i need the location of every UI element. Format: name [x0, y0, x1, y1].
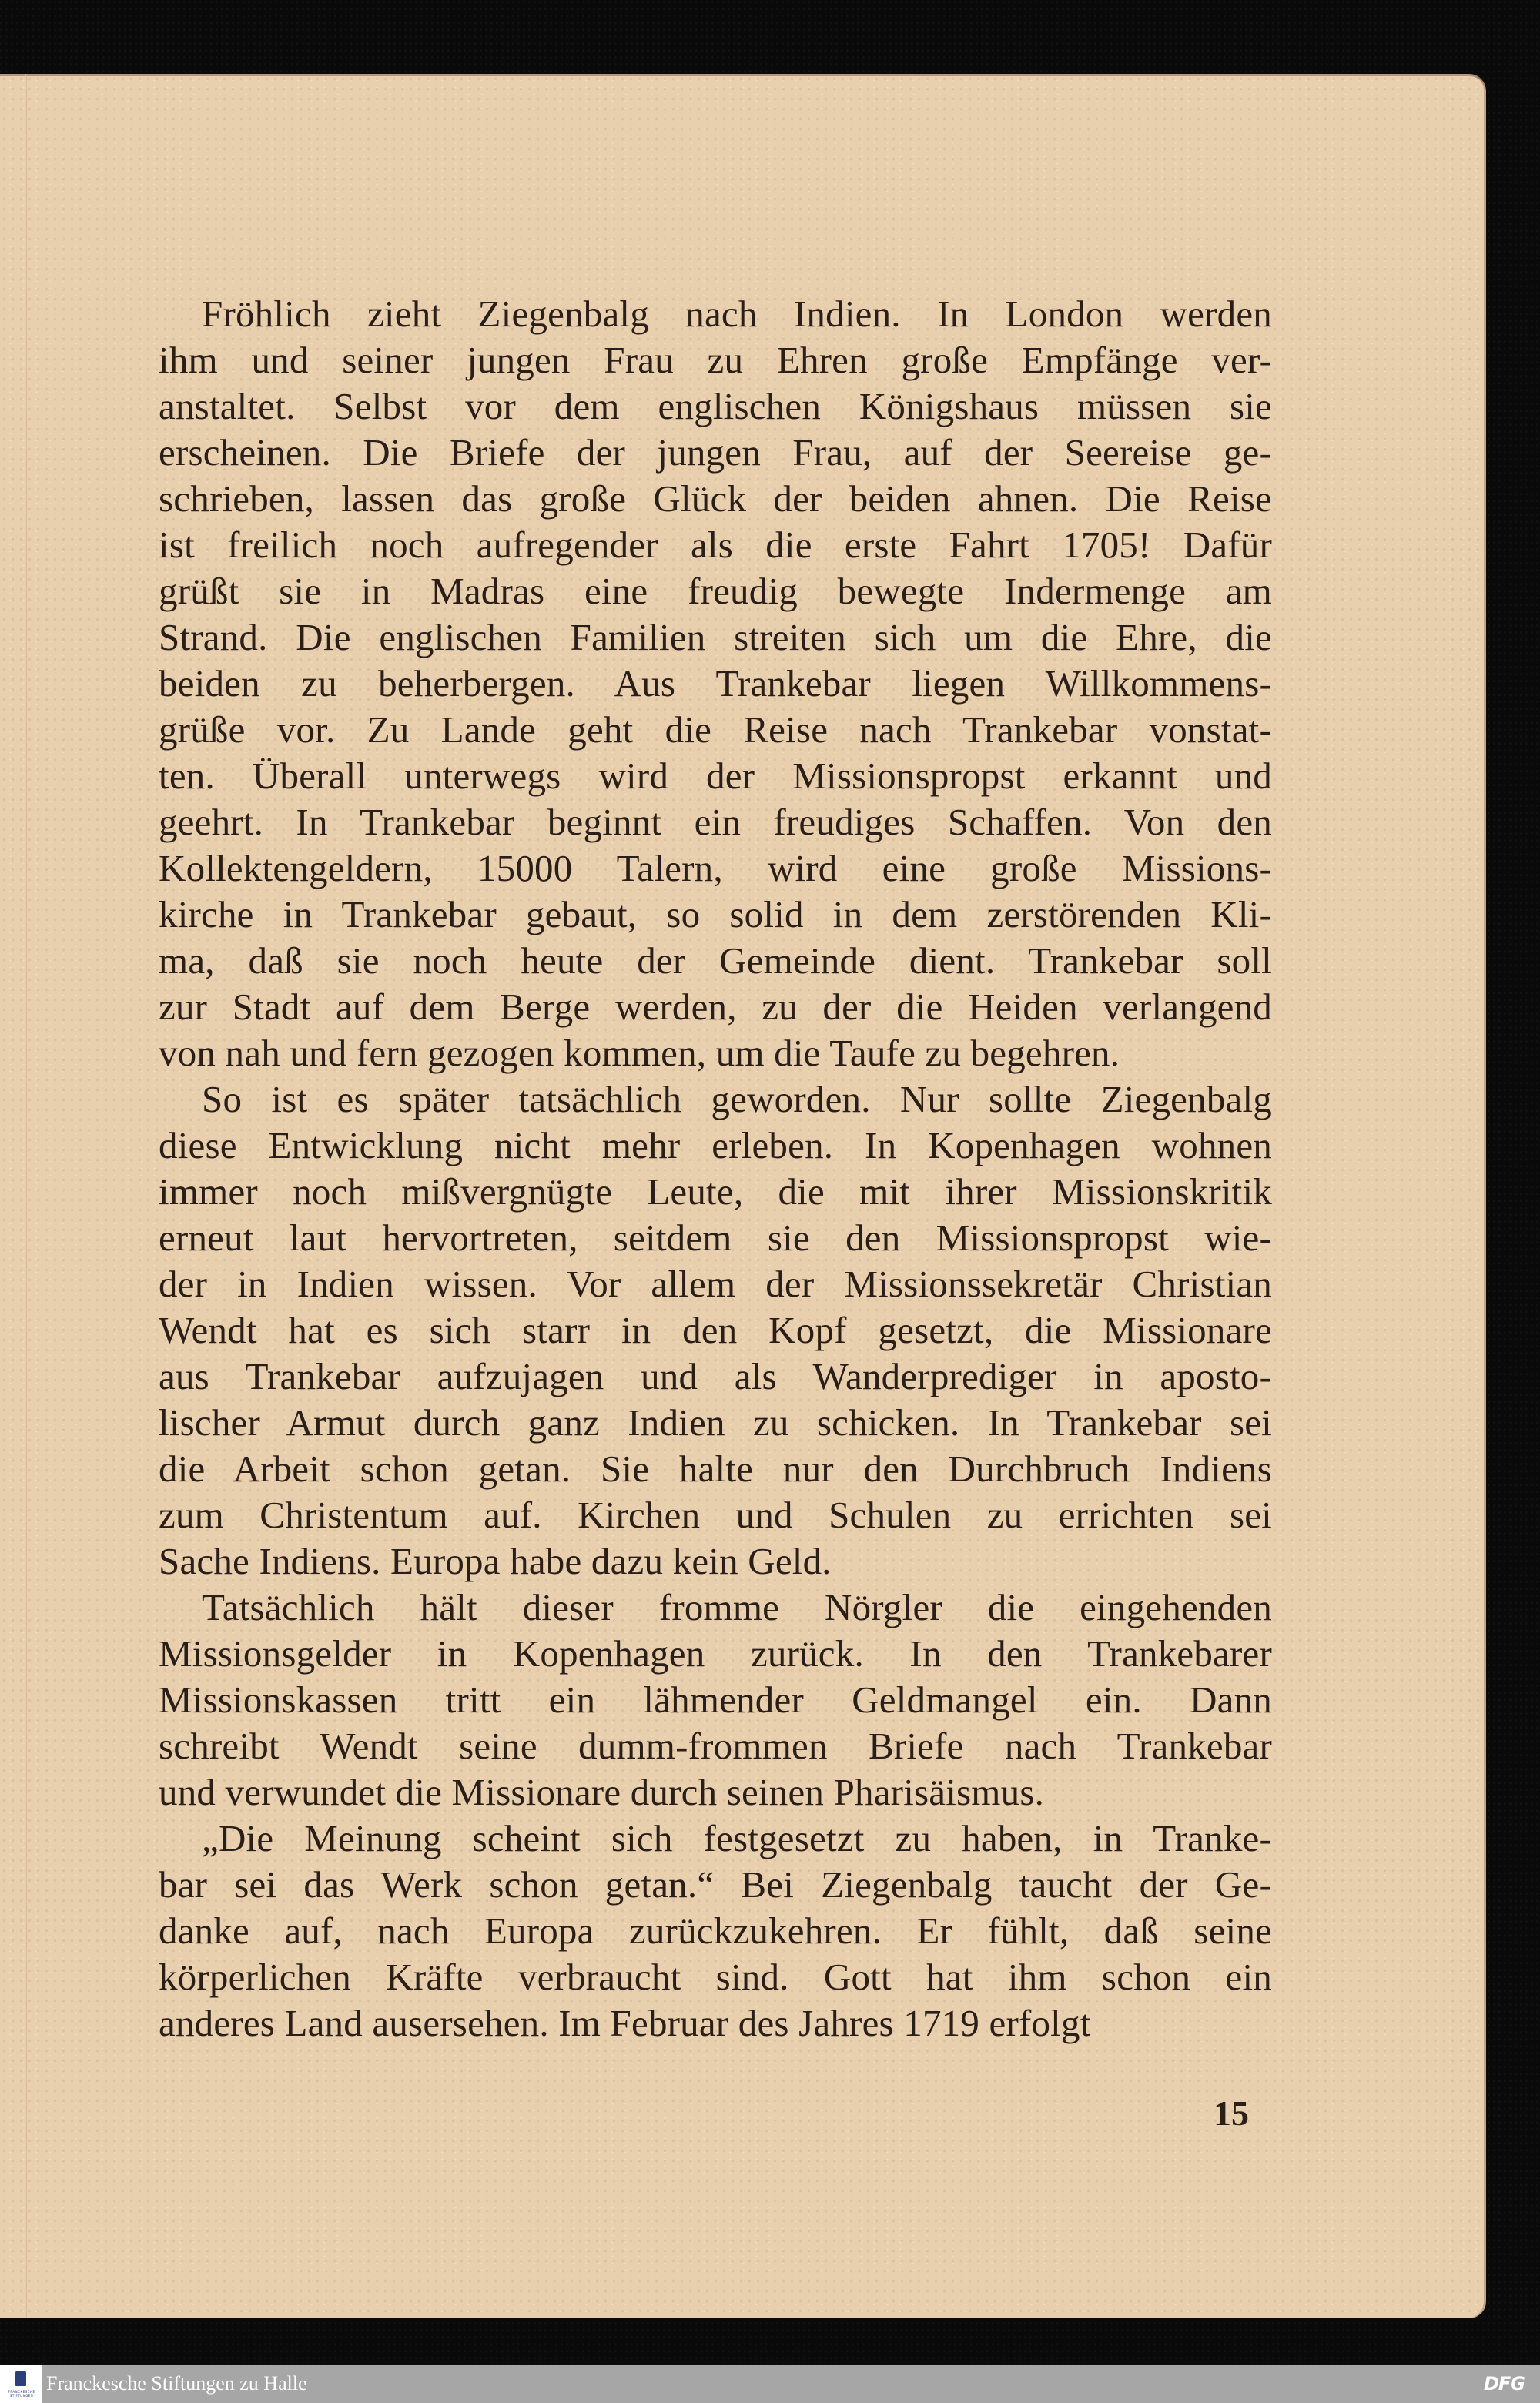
franckesche-stiftungen-logo[interactable] [0, 2365, 42, 2403]
page-number: 15 [1214, 2093, 1249, 2133]
text-line: Missionskassen tritt ein lähmender Geldmangel ein. Dann [159, 1678, 1272, 1721]
text-line: zur Stadt auf dem Berge werden, zu der die Heiden verlangend [159, 986, 1272, 1028]
text-line: ihm und seiner jungen Frau zu Ehren große Empfänge ver- [159, 339, 1272, 381]
paragraph [159, 1816, 1272, 2047]
body-text [159, 291, 1272, 2047]
text-line: anstaltet. Selbst vor dem englischen Königshaus müssen sie [159, 385, 1272, 427]
text-line: ist freilich noch aufregender als die erste Fahrt 1705! Dafür [159, 524, 1272, 566]
text-line: Kollektengeldern, 15000 Talern, wird eine große Missions- [159, 847, 1272, 889]
dfg-logo[interactable]: DFG [1483, 2373, 1525, 2395]
text-line: zum Christentum auf. Kirchen und Schulen zu errichten sei [159, 1494, 1272, 1536]
text-line: ten. Überall unterwegs wird der Missionspropst erkannt und [159, 755, 1272, 797]
text-line: lischer Armut durch ganz Indien zu schicken. In Trankebar sei [159, 1401, 1272, 1444]
text-line: Fröhlich zieht Ziegenbalg nach Indien. In London werden [202, 293, 1272, 335]
text-line: immer noch mißvergnügte Leute, die mit ihrer Missionskritik [159, 1170, 1272, 1213]
page-fold-line [25, 74, 27, 2318]
text-line: Wendt hat es sich starr in den Kopf gesetzt, die Missionare [159, 1309, 1272, 1351]
text-line: „Die Meinung scheint sich festgesetzt zu haben, in Tranke- [202, 1817, 1272, 1859]
text-line: aus Trankebar aufzujagen und als Wanderprediger in aposto- [159, 1355, 1272, 1397]
text-line: diese Entwicklung nicht mehr erleben. In Kopenhagen wohnen [159, 1124, 1272, 1166]
text-line: geehrt. In Trankebar beginnt ein freudiges Schaffen. Von den [159, 801, 1272, 843]
institution-name[interactable]: Franckesche Stiftungen zu Halle [46, 2372, 307, 2395]
text-line: anderes Land ausersehen. Im Februar des Jahres 1719 erfolgt [159, 2002, 1091, 2044]
paragraph [159, 1076, 1272, 1585]
text-line: grüße vor. Zu Lande geht die Reise nach Trankebar vonstat- [159, 708, 1272, 751]
text-line: beiden zu beherbergen. Aus Trankebar liegen Willkommens- [159, 662, 1272, 705]
text-line: So ist es später tatsächlich geworden. Nur sollte Ziegenbalg [202, 1078, 1272, 1120]
text-line: der in Indien wissen. Vor allem der Missionssekretär Christian [159, 1263, 1272, 1305]
text-line: erscheinen. Die Briefe der jungen Frau, auf der Seereise ge- [159, 431, 1272, 474]
text-line: schreibt Wendt seine dumm-frommen Briefe nach Trankebar [159, 1725, 1272, 1767]
text-line: von nah und fern gezogen kommen, um die Taufe zu begehren. [159, 1032, 1120, 1074]
text-line: grüßt sie in Madras eine freudig bewegte Indermenge am [159, 570, 1272, 612]
text-line: körperlichen Kräfte verbraucht sind. Gott hat ihm schon ein [159, 1956, 1272, 1998]
text-line: Sache Indiens. Europa habe dazu kein Geld. [159, 1540, 832, 1582]
text-line: und verwundet die Missionare durch seinen Pharisäismus. [159, 1771, 1045, 1813]
text-line: erneut laut hervortreten, seitdem sie den Missionspropst wie- [159, 1217, 1272, 1259]
text-line: Strand. Die englischen Familien streiten sich um die Ehre, die [159, 616, 1272, 658]
text-line: ma, daß sie noch heute der Gemeinde dient. Trankebar soll [159, 939, 1272, 982]
text-line: bar sei das Werk schon getan.“ Bei Ziegenbalg taucht der Ge- [159, 1863, 1272, 1906]
logo-caption: FRANCKESCHE STIFTUNGEN [8, 2390, 35, 2398]
text-line: kirche in Trankebar gebaut, so solid in dem zerstörenden Kli- [159, 893, 1272, 935]
text-line: Tatsächlich hält dieser fromme Nörgler die eingehenden [202, 1586, 1272, 1628]
viewer-footer [0, 2365, 1540, 2403]
text-line: danke auf, nach Europa zurückzukehren. Er fühlt, daß seine [159, 1909, 1272, 1952]
text-line: die Arbeit schon getan. Sie halte nur den Durchbruch Indiens [159, 1447, 1272, 1490]
paragraph [159, 291, 1272, 1076]
statue-icon [15, 2371, 26, 2386]
text-line: Missionsgelder in Kopenhagen zurück. In den Trankebarer [159, 1632, 1272, 1675]
paragraph [159, 1585, 1272, 1816]
text-line: schrieben, lassen das große Glück der beiden ahnen. Die Reise [159, 477, 1272, 520]
